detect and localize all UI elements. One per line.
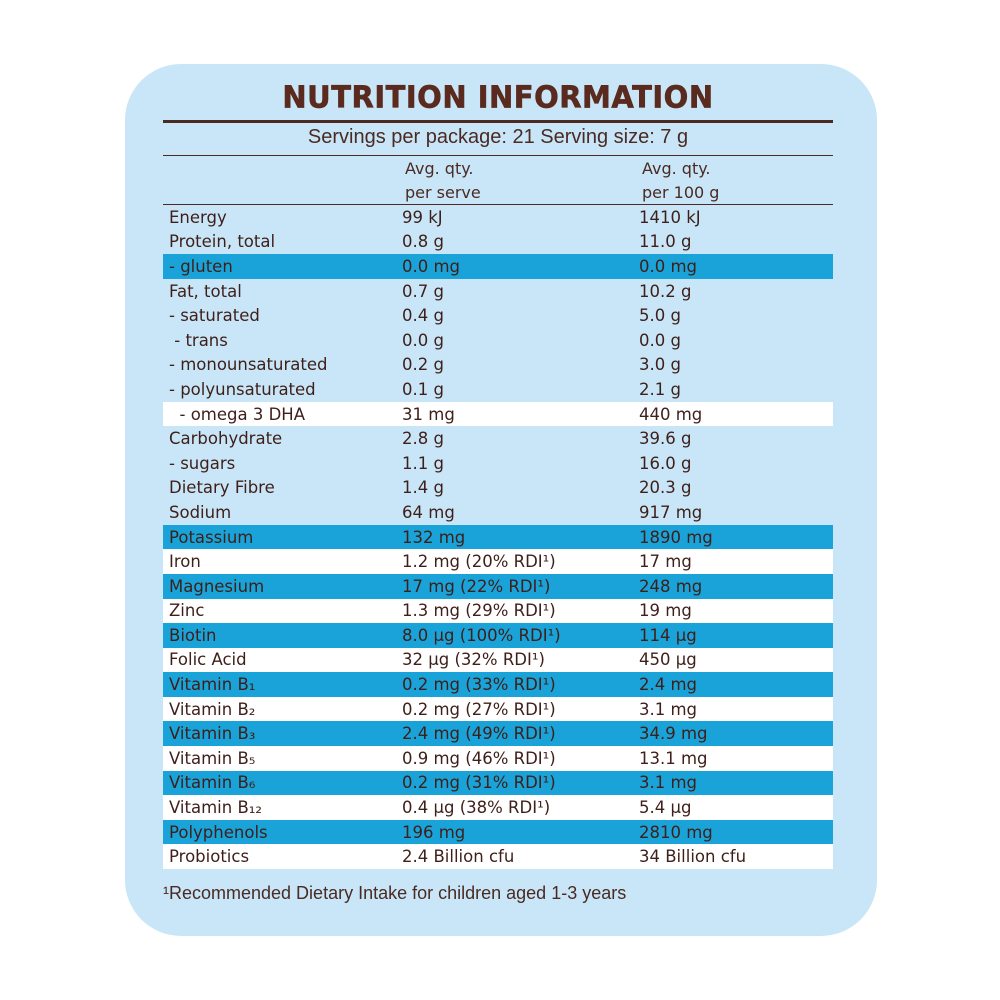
nutrient-name: Iron — [169, 552, 201, 572]
per-serve-value: 0.4 µg (38% RDI¹) — [402, 798, 551, 818]
nutrient-name: Biotin — [169, 625, 217, 645]
table-row — [163, 353, 833, 378]
nutrient-name: Carbohydrate — [169, 429, 283, 449]
per-serve-value: 31 mg — [402, 404, 455, 424]
per-100g-value: 3.0 g — [639, 355, 681, 375]
nutrient-name: Vitamin B₂ — [169, 699, 256, 719]
table-row — [163, 549, 833, 574]
nutrient-name: Zinc — [169, 601, 205, 621]
per-serve-value: 1.3 mg (29% RDI¹) — [402, 601, 556, 621]
nutrient-name: Energy — [169, 207, 227, 227]
per-100g-value: 17 mg — [639, 552, 692, 572]
table-row — [163, 230, 833, 255]
nutrient-name: Folic Acid — [169, 650, 247, 670]
per-100g-value: 3.1 mg — [639, 773, 698, 793]
per-serve-value: 1.4 g — [402, 478, 444, 498]
footnote: ¹Recommended Dietary Intake for children aged 1-3 years — [163, 883, 627, 903]
per-100g-value: 11.0 g — [639, 232, 692, 252]
per-100g-value: 3.1 mg — [639, 699, 698, 719]
nutrient-name: Vitamin B₆ — [169, 773, 256, 793]
header-per-serve-line1: Avg. qty. — [405, 159, 474, 178]
nutrient-name: Sodium — [169, 502, 232, 522]
servings-info: Servings per package: 21 Serving size: 7 g — [307, 126, 689, 148]
table-row — [163, 377, 833, 402]
per-serve-value: 0.2 mg (33% RDI¹) — [402, 675, 556, 695]
per-100g-value: 0.0 mg — [639, 256, 698, 276]
per-100g-value: 114 µg — [639, 625, 697, 645]
per-100g-value: 917 mg — [639, 502, 703, 522]
nutrient-name: - saturated — [169, 306, 260, 326]
table-row — [163, 599, 833, 624]
table-row — [163, 402, 833, 427]
table-row — [163, 328, 833, 353]
table-row — [163, 672, 833, 697]
table-row — [163, 303, 833, 328]
table-row — [163, 697, 833, 722]
per-100g-value: 5.4 µg — [639, 798, 692, 818]
nutrition-table — [163, 205, 833, 869]
per-serve-value: 1.1 g — [402, 453, 444, 473]
table-row — [163, 648, 833, 673]
nutrient-name: Vitamin B₁₂ — [169, 798, 262, 818]
nutrient-name: - monounsaturated — [169, 355, 328, 375]
per-100g-value: 2.4 mg — [639, 675, 698, 695]
title-divider — [163, 120, 833, 123]
per-serve-value: 2.4 mg (49% RDI¹) — [402, 724, 556, 744]
table-row — [163, 451, 833, 476]
table-row — [163, 820, 833, 845]
table-row — [163, 426, 833, 451]
per-serve-value: 0.9 mg (46% RDI¹) — [402, 748, 556, 768]
per-serve-value: 0.2 g — [402, 355, 444, 375]
nutrient-name: Protein, total — [169, 232, 276, 252]
per-serve-value: 2.4 Billion cfu — [402, 847, 515, 867]
nutrient-name: Fat, total — [169, 281, 242, 301]
nutrient-name: - trans — [169, 330, 228, 350]
table-row — [163, 795, 833, 820]
table-row — [163, 771, 833, 796]
per-100g-value: 1410 kJ — [639, 207, 701, 227]
per-serve-value: 1.2 mg (20% RDI¹) — [402, 552, 556, 572]
per-serve-value: 0.2 mg (27% RDI¹) — [402, 699, 556, 719]
table-row — [163, 500, 833, 525]
per-serve-value: 32 µg (32% RDI¹) — [402, 650, 545, 670]
per-serve-value: 0.8 g — [402, 232, 444, 252]
header-per-100g-line2: per 100 g — [642, 183, 720, 202]
nutrient-name: Potassium — [169, 527, 254, 547]
table-row — [163, 721, 833, 746]
per-serve-value: 64 mg — [402, 502, 455, 522]
table-row — [163, 254, 833, 279]
table-row — [163, 476, 833, 501]
nutrient-name: - gluten — [169, 256, 233, 276]
per-100g-value: 5.0 g — [639, 306, 681, 326]
per-100g-value: 10.2 g — [639, 281, 692, 301]
nutrient-name: Dietary Fibre — [169, 478, 275, 498]
nutrient-name: - omega 3 DHA — [169, 404, 305, 424]
per-100g-value: 13.1 mg — [639, 748, 708, 768]
per-serve-value: 196 mg — [402, 822, 466, 842]
per-100g-value: 20.3 g — [639, 478, 692, 498]
table-row — [163, 574, 833, 599]
per-100g-value: 34.9 mg — [639, 724, 708, 744]
per-100g-value: 2810 mg — [639, 822, 713, 842]
table-row — [163, 205, 833, 230]
table-row — [163, 746, 833, 771]
per-100g-value: 2.1 g — [639, 379, 681, 399]
per-serve-value: 2.8 g — [402, 429, 444, 449]
nutrient-name: - polyunsaturated — [169, 379, 316, 399]
table-row — [163, 844, 833, 869]
per-100g-value: 0.0 g — [639, 330, 681, 350]
per-100g-value: 16.0 g — [639, 453, 692, 473]
per-serve-value: 8.0 µg (100% RDI¹) — [402, 625, 561, 645]
per-100g-value: 440 mg — [639, 404, 703, 424]
per-100g-value: 34 Billion cfu — [639, 847, 747, 867]
per-serve-value: 0.2 mg (31% RDI¹) — [402, 773, 556, 793]
per-100g-value: 19 mg — [639, 601, 692, 621]
panel-title: NUTRITION INFORMATION — [282, 79, 714, 115]
table-row — [163, 525, 833, 550]
per-serve-value: 99 kJ — [402, 207, 443, 227]
per-serve-value: 0.7 g — [402, 281, 444, 301]
nutrient-name: Vitamin B₃ — [169, 724, 256, 744]
per-serve-value: 17 mg (22% RDI¹) — [402, 576, 551, 596]
nutrient-name: Magnesium — [169, 576, 265, 596]
nutrient-name: Polyphenols — [169, 822, 268, 842]
nutrient-name: - sugars — [169, 453, 236, 473]
per-100g-value: 450 µg — [639, 650, 697, 670]
per-100g-value: 248 mg — [639, 576, 703, 596]
per-serve-value: 0.4 g — [402, 306, 444, 326]
per-100g-value: 1890 mg — [639, 527, 713, 547]
per-serve-value: 0.0 mg — [402, 256, 461, 276]
per-serve-value: 0.0 g — [402, 330, 444, 350]
nutrient-name: Vitamin B₁ — [169, 675, 256, 695]
nutrient-name: Vitamin B₅ — [169, 748, 256, 768]
header-per-100g-line1: Avg. qty. — [642, 159, 711, 178]
per-serve-value: 0.1 g — [402, 379, 444, 399]
header-per-serve-line2: per serve — [405, 183, 481, 202]
servings-divider — [163, 155, 833, 156]
table-row — [163, 623, 833, 648]
nutrient-name: Probiotics — [169, 847, 250, 867]
per-100g-value: 39.6 g — [639, 429, 692, 449]
table-row — [163, 279, 833, 304]
per-serve-value: 132 mg — [402, 527, 466, 547]
